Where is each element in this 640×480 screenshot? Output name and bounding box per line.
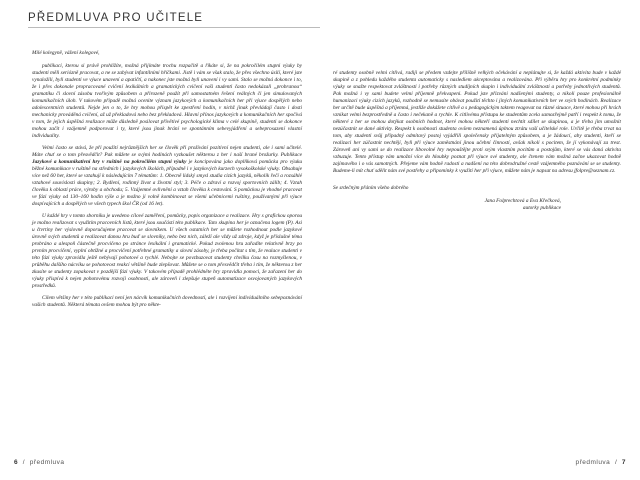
paragraph-1: publikaci, kterou si právě prohlížíte, možná přijímáte trochu rozpačitě a říkáte si, že na pokročilém stupni výuky by studenti měli seriózně pracovat, a ne se zabývat infantilními hříčkami. Jistě i vám se však stalo, že přes všechno úsilí, které jste vynaložili, byli studenti ve výuce unavení a apatičtí, a nakonec jste možná byli unavení i vy sami. Stalo se možná dokonce i to, že i přes dokonale propracované cvičení lexikálních a gramatických cvičení vaši studenti často nedokázali „probranou“ gramatiku či slovní zásobu tvořivým způsobem a přirozeně použít při samostatném řešení reálných či jen simulovaných komunikačních úloh. V takovém případě možná ocenite význam jazykových a komunikačních her při výuce dospělých nebo adolescentních studentů. Nejde jen o to, že hry mohou přispět ke zpestření hodin, v nichž jinak převládají často i dosti mechanicky prováděná cvičení, až už překladová nebo bez překladová. Hlavní přínos jazykových a komunikačních her spočívá v tom, že jejich úspěšná realizace může důsledně posilovat přívětivé psychologické klima v celé skupině, studenti se dokonce mohou začít i vzájemně podporovat i ty, které jsou jinak brání ve spontánním sebevyjádření a sebeprosazení vlastní individuality. [32,63,302,139]
title-rule [28,27,320,28]
closing-line: Se srdečným přáním všeho dobrého [333,185,409,191]
signature-names: Jana Folprechtová a Eva Křečková, [484,198,561,204]
page-title: PŘEDMLUVA PRO UČITELE [28,12,204,24]
page-number-right: 7 [621,459,626,466]
publication-title: Jazykové a komunikativní hry v ruštině na pokročilém stupni výuky [32,159,187,165]
paragraph-3: U každé hry v tomto sborníku je uvedeno cílové zaměření, pomůcky, popis organizace a realizace. Hry s grafickou oporou je možno realizovat s využitím pracovních listů, které jsou součástí této publikace. Tato skupina her je označena logem (P). Asi u čtvrtiny her výslovně doporučujeme pracovat se slovníkem. U všech ostatních her se můžete rozhodnout podle jazykové úrovně svých studentů a realizovat danou hru buď se slovníky, nebo bez nich, záleží ale vždy už zdroje, když je příslušné téma probráno a alespoň částečně procvičeno po stránce lexikální i gramatické. Pokud zvolenou hru zařadíte relativně brzy po prvním procvičení, vyplní obtížné a procvičení potřebné gramatiky a slovní zásoby, je třeba počítat s tím, že realace studenti v této fázi výuky zpravidla ještě nebývají pohotové a rychlé. Nebojte se povzbuzovat studenty chvilku času na rozmyšlenou, v průběhu dalšího nácviku se pohotovost reakcí většině bude zlepšovat. Můžete se o tom přesvědčit třeba i tím, že některou z her zkusíte se studenty zopakovat v pozdější fázi výuky. V takovém případě prohlédněte hry zpravidla pomoci, že zařazení her do výuky přispívá k nejen pohotovému rozvoji osobnosti, ale zároveň i zlepšuje stupeň automatizace osvojovaných jazykových prostředků. [32,213,302,289]
salutation: Milé kolegyně, vážení kolegové, [32,50,100,56]
paragraph-2-text-a: Velmi často se stává, že při použití nejrůznějších her se člověk při prožívání pozitivní nejen studenti, ale i samí učitelé. Máte chuť se o tom přesvědčit? Pak můžete se svými hodinách vyzkoušet některou z her i naší brané brožurky. Publikace [32,145,302,158]
footer-separator-right: / [614,459,618,466]
footer-label-right: předmluva [575,459,611,466]
right-paragraph-1: ré studenty osobně velmi citlivá, radiji se předem vzdejte přílišně velkých očekávání a neplánujte si, že každá aktivita bude v každé skupině a z pohledu každého studenta automaticky s naslediem akceptována a realizována. Při výběru hry pro konkrétní podmínky výuky se snažte respektovat zvláštnosti i potřeby různých studijních skupin i individuální zvláštnosti a potřeby jednotlivých studentů. Pak možná i vy sami budete velmi příjemně překvapeni. Pokud jste přizváni nadšenými studenty, a nikoli pouze profesionálně humanizaci výuky cizích jazyků, rozhodně se nemusíte obávat použití těchto i jiných komunikativních her ve svých hodinách. Realizace her určitě bude úspěšná a příjemná, jestliže dokážete citlivě a s pedagogickým taktem reagovat na různé situace, které mohou při hrách vznikat velmi bezprostředně a často i nečekaně a rychle. K citlivému přístupu ke studentům zcela samozřejmě patří i respekt k tomu, že některé z her se mohou dotýkat osobních hodnot, které mohou někteří studenti nechtít sdílet se skupinou, a je třeba jim umožnit nezúčastnit se dané aktivity. Respekt k osobnosti studenta ovšem neznamená úplnou ztrátu vaší učitelské role. Určitě je třeba trvat na tom, aby studenti svůj případný odmítavý postoj vyjádřili společensky přijatelným způsobem, a je žádoucí, aby studenti, kteří se realizaci her zúčastnit nechtějí, byli při výuce zaměstnání jinou učební činností, avšak nikoli s pocitem, že jí vykonávají za trest. Zároveň ani vy sami se do realizace libovolné hry nepouštějte proti svým vlastním pocitům a postojům, které se vás daná aktivita vzbuzuje. Tento přístup vám umožní více do hloubky poznat při výuce své studenty, ale čtenem vám možná začne ukazovat hodně zajímavého i o vás samotných. Přejeme vám hodně radosti a nadšení na této dobrodružné cestě vzájemného poznávání se se studenty. Budeme-li mít chuť sdělit nám své postřehy a připomínky k využití her při výuce, můžete nám je napsat na adresu jfolpre@seznam.cz. [333,70,621,174]
left-footer [14,459,65,466]
paragraph-2-text-c: je koncipována jako doplňková pomůcka pro výuku běžné komunikace v ruštině na středních i jazykových školách, případně i v jazykových kurzech vysokoškolské výuky. Obsahuje více než 60 her, které se vztahují k následujícím 7 tématům: 1. Obecně lidský smysl studia cizích jazyků, několik řečí a rozsáhlé vztahové souvislosti skupiny; 2. Bydlení, rodinný život a životní styl; 3. Péče o zdraví a rozvoj sportovních zálib; 4. Vztah člověka k oblasti práce, výroby a obchodu; 5. Vzájemné ovlivnění a vztah člověka k cestování. S pomůckou je vhodné pracovat ve fázi výuky od 130–160 hodin výše a je možno ji volně kombinovat se všemi učebnicemi ruštiny, používanými při výuce dospívajících a dospělých ve všech typech škol ČR (od 16 let). [32,159,302,207]
page-number-left: 6 [14,459,19,466]
footer-separator-left: / [22,459,26,466]
paragraph-4: Cílem většiny her v této publikaci není jen nácvik komunikačních dovedností, ale i rozvíjení individuálního sebepoznávání vašich studentů. Některá témata ovšem mohou být pro někte- [32,295,302,308]
right-page [320,0,640,480]
right-footer [575,459,626,466]
signature-role: autorky publikace [522,205,561,211]
right-text-column [333,70,621,212]
left-text-column [32,50,302,309]
footer-label-left: předmluva [29,459,65,466]
paragraph-2 [32,145,302,208]
